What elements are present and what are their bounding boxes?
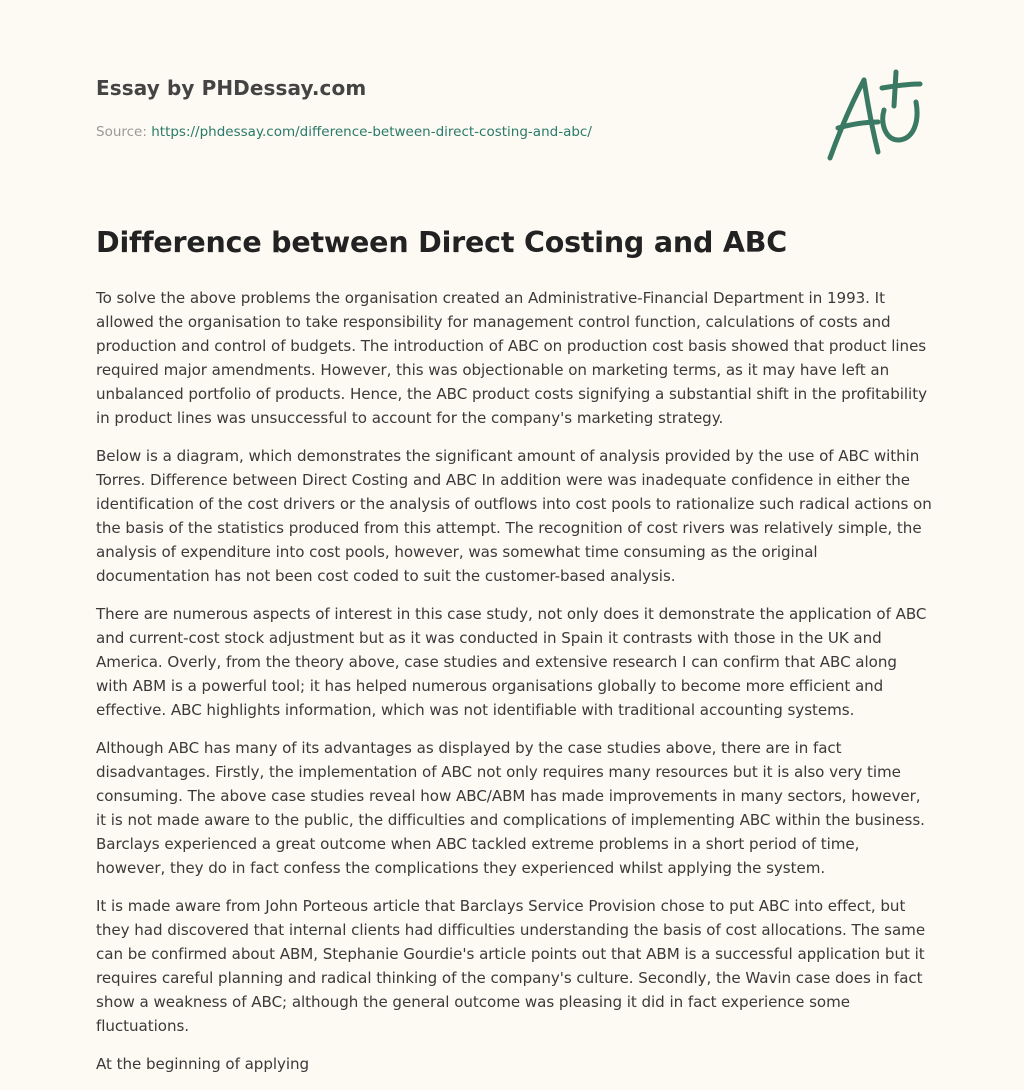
paragraph: It is made aware from John Porteous article that Barclays Service Provision chose to put ABC into effect, but they had discovered that internal clients had difficulties understanding the basis of cost allocations. The same can be confirmed about ABM, Stephanie Gourdie's article points out that ABM is a successful application but it requires careful planning and radical thinking of the company's culture. Secondly, the Wavin case does in fact show a weakness of ABC; although the general outcome was pleasing it did in fact experience some fluctuations. [96, 897, 926, 1035]
paragraph: There are numerous aspects of interest in this case study, not only does it demonstrate the application of ABC and current-cost stock adjustment but as it was conducted in Spain it contrasts with those in the UK and America. Overly, from the theory above, case studies and extensive research I can confirm that ABC along with ABM is a powerful tool; it has helped numerous organisations globally to become more efficient and effective. ABC highlights information, which was not identifiable with traditional accounting systems. [96, 605, 927, 719]
source-link[interactable]: https://phdessay.com/difference-between-direct-costing-and-abc/ [151, 124, 592, 140]
paragraph: Although ABC has many of its advantages as displayed by the case studies above, there are in fact disadvantages. Firstly, the implementation of ABC not only requires many resources but it is also very time consuming. The above case studies reveal how ABC/ABM has made improvements in many sectors, however, it is not made aware to the public, the difficulties and complications of implementing ABC within the business. Barclays experienced a great outcome when ABC tackled extreme problems in a short period of time, however, they do in fact confess the complications they experienced whilst applying the system. [96, 739, 925, 877]
paragraph: At the beginning of applying [96, 1055, 310, 1073]
paragraph: To solve the above problems the organisation created an Administrative-Financial Department in 1993. It allowed the organisation to take responsibility for management control function, calculations of costs and production and control of budgets. The introduction of ABC on production cost basis showed that product lines required major amendments. However, this was objectionable on marketing terms, as it may have left an unbalanced portfolio of products. Hence, the ABC product costs signifying a substantial shift in the profitability in product lines was unsuccessful to account for the company's marketing strategy. [96, 289, 927, 427]
source-line [96, 124, 592, 140]
source-label: Source: [96, 124, 147, 140]
a-plus-logo-icon [820, 66, 930, 166]
paragraph: Below is a diagram, which demonstrates the significant amount of analysis provided by the use of ABC within Torres. Difference between Direct Costing and ABC In addition were was inadequate confidence in either the identification of the cost drivers or the analysis of outflows into cost pools to rationalize such radical actions on the basis of the statistics produced from this attempt. The recognition of cost rivers was relatively simple, the analysis of expenditure into cost pools, however, was somewhat time consuming as the original documentation has not been cost coded to suit the customer-based analysis. [96, 447, 932, 585]
site-title: Essay by PHDessay.com [96, 76, 367, 100]
page-title: Difference between Direct Costing and ABC [96, 226, 787, 259]
article-body [96, 286, 932, 1090]
